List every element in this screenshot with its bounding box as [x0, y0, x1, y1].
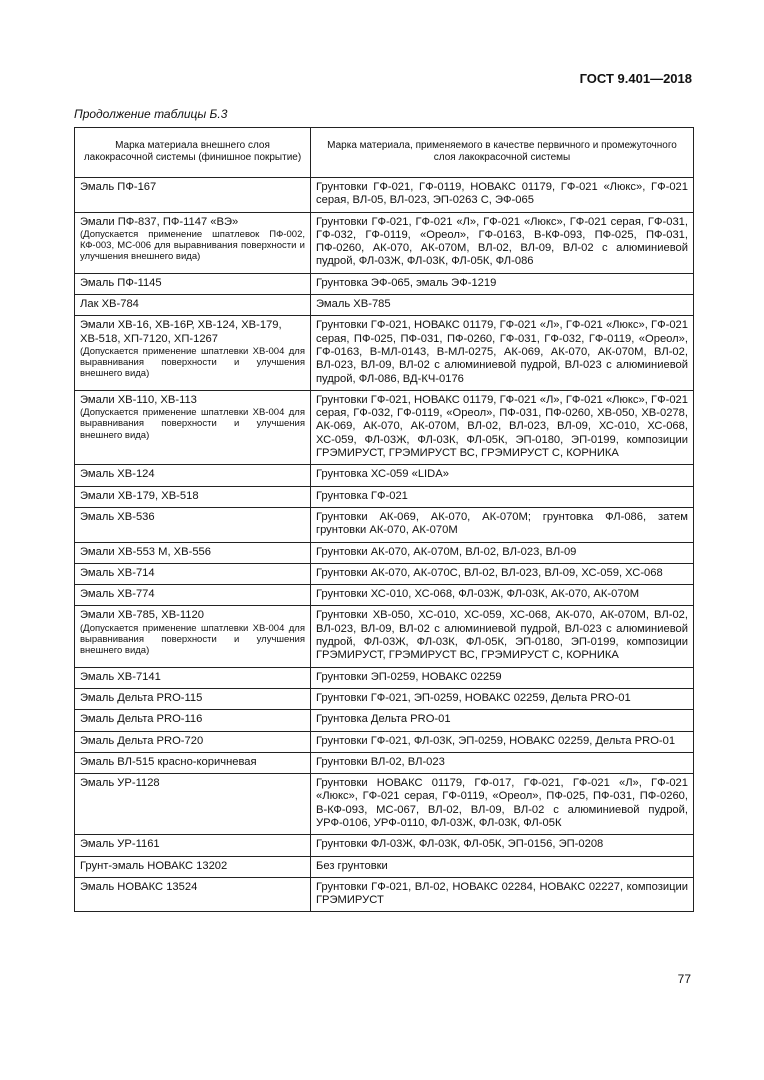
material-name: Эмаль УР-1161: [80, 838, 160, 851]
finish-material-cell: [75, 835, 311, 856]
finish-material-cell: [75, 507, 311, 542]
primer-material-cell: Грунтовки АК-070, АК-070С, ВЛ-02, ВЛ-023, ВЛ-09, ХС-059, ХС-068: [311, 563, 694, 584]
material-name: Эмаль Дельта PRO-720: [80, 734, 204, 747]
primer-material-cell: Грунтовки АК-070, АК-070М, ВЛ-02, ВЛ-023, ВЛ-09: [311, 542, 694, 563]
table-row: [75, 667, 694, 688]
table-row: [75, 563, 694, 584]
material-note: (Допускается применение шпатлевки ХВ-004 для выравнивания поверхности и улучшения внешнего вида): [80, 407, 305, 441]
table-row: [75, 835, 694, 856]
material-name: Эмаль ПФ-1145: [80, 276, 162, 289]
finish-material-cell: [75, 877, 311, 912]
page-number: 77: [677, 972, 691, 986]
table-row: [75, 295, 694, 316]
header-row: [75, 128, 694, 178]
primer-material-cell: Грунтовки ХВ-050, ХС-010, ХС-059, ХС-068, АК-070, АК-070М, ВЛ-02, ВЛ-023, ВЛ-09, ВЛ-02 с алюминиевой пудрой, ВЛ-023 с алюминиевой пудрой, ФЛ-03Ж, ФЛ-03К, ФЛ-05К, ЭП-0180, ЭП-0199, композиции ГРЭМИРУСТ, ГРЭМИРУСТ ВС, ГРЭМИРУСТ С, КОРНИКА: [311, 606, 694, 667]
finish-material-cell: [75, 752, 311, 773]
material-name: Эмаль ВЛ-515 красно-коричневая: [80, 755, 257, 768]
table-row: [75, 585, 694, 606]
table-row: [75, 507, 694, 542]
table-row: [75, 606, 694, 667]
primer-material-cell: Грунтовки ГФ-021, НОВАКС 01179, ГФ-021 «Л», ГФ-021 «Люкс», ГФ-021 серая, ГФ-032, ГФ-0119, «Ореол», ПФ-031, ПФ-0260, ХВ-050, ХВ-0278, АК-069, АК-070, АК-070М, ВЛ-02, ВЛ-023, ВЛ-09, ХС-010, ХС-068, ХС-059, ФЛ-03Ж, ФЛ-03К, ФЛ-05К, ЭП-0180, ЭП-0199, композиции ГРЭМИРУСТ, ГРЭМИРУСТ ВС, ГРЭМИРУСТ С, КОРНИКА: [311, 390, 694, 464]
finish-material-cell: [75, 178, 311, 213]
material-note: (Допускается применение шпатлевки ХВ-004 для выравнивания поверхности и улучшения внешнего вида): [80, 345, 305, 380]
materials-table: [74, 127, 694, 912]
material-note: (Допускается применение шпатлевок ПФ-002, КФ-003, МС-006 для выравнивания поверхности и улучшения внешнего вида): [80, 228, 305, 263]
table-header: [75, 128, 694, 178]
table-body: [75, 178, 694, 912]
finish-material-cell: [75, 486, 311, 507]
material-name: Эмали ХВ-179, ХВ-518: [80, 489, 199, 502]
primer-material-cell: Грунтовки ГФ-021, ЭП-0259, НОВАКС 02259, Дельта PRO-01: [311, 688, 694, 709]
table-row: [75, 273, 694, 294]
table-row: [75, 212, 694, 273]
primer-material-cell: Грунтовки ГФ-021, ВЛ-02, НОВАКС 02284, НОВАКС 02227, композиции ГРЭМИРУСТ: [311, 877, 694, 912]
material-name: Эмаль ХВ-124: [80, 468, 155, 481]
primer-material-cell: Без грунтовки: [311, 856, 694, 877]
finish-material-cell: [75, 465, 311, 486]
material-name: Эмали ХВ-110, ХВ-113: [80, 393, 197, 406]
finish-material-cell: [75, 688, 311, 709]
column-header-finish-material: Марка материала внешнего слоя лакокрасочной системы (финишное покрытие): [75, 128, 311, 178]
material-name: Грунт-эмаль НОВАКС 13202: [80, 859, 228, 872]
material-name: Эмаль ПФ-167: [80, 181, 157, 193]
finish-material-cell: [75, 856, 311, 877]
primer-material-cell: Грунтовки ЭП-0259, НОВАКС 02259: [311, 667, 694, 688]
primer-material-cell: Грунтовки ФЛ-03Ж, ФЛ-03К, ФЛ-05К, ЭП-0156, ЭП-0208: [311, 835, 694, 856]
table-row: [75, 731, 694, 752]
finish-material-cell: [75, 542, 311, 563]
material-name: Эмаль ХВ-7141: [80, 670, 161, 683]
material-name: Лак ХВ-784: [80, 298, 139, 311]
finish-material-cell: [75, 585, 311, 606]
primer-material-cell: Грунтовки ВЛ-02, ВЛ-023: [311, 752, 694, 773]
primer-material-cell: Грунтовки АК-069, АК-070, АК-070М; грунтовка ФЛ-086, затем грунтовки АК-070, АК-070М: [311, 507, 694, 542]
primer-material-cell: Грунтовка ЭФ-065, эмаль ЭФ-1219: [311, 273, 694, 294]
material-name: Эмали ХВ-16, ХВ-16Р, ХВ-124, ХВ-179, ХВ-518, ХП-7120, ХП-1267: [80, 319, 282, 345]
table-row: [75, 465, 694, 486]
finish-material-cell: [75, 606, 311, 667]
table-row: [75, 178, 694, 213]
finish-material-cell: [75, 774, 311, 835]
primer-material-cell: Эмаль ХВ-785: [311, 295, 694, 316]
finish-material-cell: [75, 212, 311, 273]
material-name: Эмаль ХВ-536: [80, 510, 155, 523]
material-name: Эмали ХВ-785, ХВ-1120: [80, 609, 204, 622]
finish-material-cell: [75, 316, 311, 390]
material-name: Эмаль ХВ-714: [80, 566, 155, 579]
table-row: [75, 774, 694, 835]
finish-material-cell: [75, 667, 311, 688]
material-name: Эмали ПФ-837, ПФ-1147 «ВЭ»: [80, 215, 239, 228]
primer-material-cell: Грунтовки НОВАКС 01179, ГФ-017, ГФ-021, ГФ-021 «Л», ГФ-021 «Люкс», ГФ-021 серая, ГФ-0119, «Ореол», ПФ-025, ПФ-031, ПФ-0260, В-КФ-093, МС-067, ВЛ-02, ВЛ-09, ВЛ-02 с алюминиевой пудрой, УРФ-0106, УРФ-0110, ФЛ-03Ж, ФЛ-03К, ФЛ-05К: [311, 774, 694, 835]
primer-material-cell: Грунтовка Дельта PRO-01: [311, 710, 694, 731]
finish-material-cell: [75, 273, 311, 294]
finish-material-cell: [75, 295, 311, 316]
primer-material-cell: Грунтовки ГФ-021, ФЛ-03К, ЭП-0259, НОВАКС 02259, Дельта PRO-01: [311, 731, 694, 752]
table-row: [75, 752, 694, 773]
material-note: (Допускается применение шпатлевки ХВ-004 для выравнивания поверхности и улучшения внешнего вида): [80, 622, 305, 657]
primer-material-cell: Грунтовки ХС-010, ХС-068, ФЛ-03Ж, ФЛ-03К, АК-070, АК-070М: [311, 585, 694, 606]
material-name: Эмаль Дельта PRO-116: [80, 713, 203, 726]
table-row: [75, 486, 694, 507]
finish-material-cell: [75, 710, 311, 731]
table-row: [75, 710, 694, 731]
table-row: [75, 390, 694, 464]
table-row: [75, 316, 694, 390]
primer-material-cell: Грунтовки ГФ-021, НОВАКС 01179, ГФ-021 «Л», ГФ-021 «Люкс», ГФ-021 серая, ПФ-025, ПФ-031, ПФ-0260, ГФ-031, ГФ-032, ГФ-0119, «Ореол», ГФ-0163, В-МЛ-0143, В-МЛ-0275, АК-069, АК-070, АК-070М, ВЛ-02, ВЛ-023, ВЛ-09, ВЛ-02 с алюминиевой пудрой, ВЛ-023 с алюминиевой пудрой, ФЛ-086, ВД-КЧ-0176: [311, 316, 694, 390]
primer-material-cell: Грунтовка ХС-059 «LIDA»: [311, 465, 694, 486]
finish-material-cell: [75, 390, 311, 464]
material-name: Эмали ХВ-553 М, ХВ-556: [80, 545, 211, 558]
material-name: Эмаль ХВ-774: [80, 588, 155, 601]
material-name: Эмаль НОВАКС 13524: [80, 880, 198, 893]
material-name: Эмаль УР-1128: [80, 777, 160, 790]
table-row: [75, 542, 694, 563]
table-row: [75, 688, 694, 709]
column-header-primer-material: Марка материала, применяемого в качестве первичного и промежуточного слоя лакокрасочной системы: [311, 128, 694, 178]
table-row: [75, 856, 694, 877]
finish-material-cell: [75, 731, 311, 752]
table-caption: Продолжение таблицы Б.3: [74, 107, 228, 121]
finish-material-cell: [75, 563, 311, 584]
document-header: ГОСТ 9.401—2018: [579, 71, 692, 86]
material-name: Эмаль Дельта PRO-115: [80, 691, 203, 704]
table-row: [75, 877, 694, 912]
primer-material-cell: Грунтовки ГФ-021, ГФ-021 «Л», ГФ-021 «Люкс», ГФ-021 серая, ГФ-031, ГФ-032, ГФ-0119, «Ореол», ГФ-0163, В-КФ-093, ПФ-025, ПФ-031, ПФ-0260, АК-070, АК-070М, ВЛ-02, ВЛ-09, ВЛ-02 с алюминиевой пудрой, ФЛ-03Ж, ФЛ-03К, ФЛ-05К, ФЛ-086: [311, 212, 694, 273]
primer-material-cell: Грунтовки ГФ-021, ГФ-0119, НОВАКС 01179, ГФ-021 «Люкс», ГФ-021 серая, ВЛ-05, ВЛ-023, ЭП-0263 С, ЭФ-065: [311, 178, 694, 213]
primer-material-cell: Грунтовка ГФ-021: [311, 486, 694, 507]
